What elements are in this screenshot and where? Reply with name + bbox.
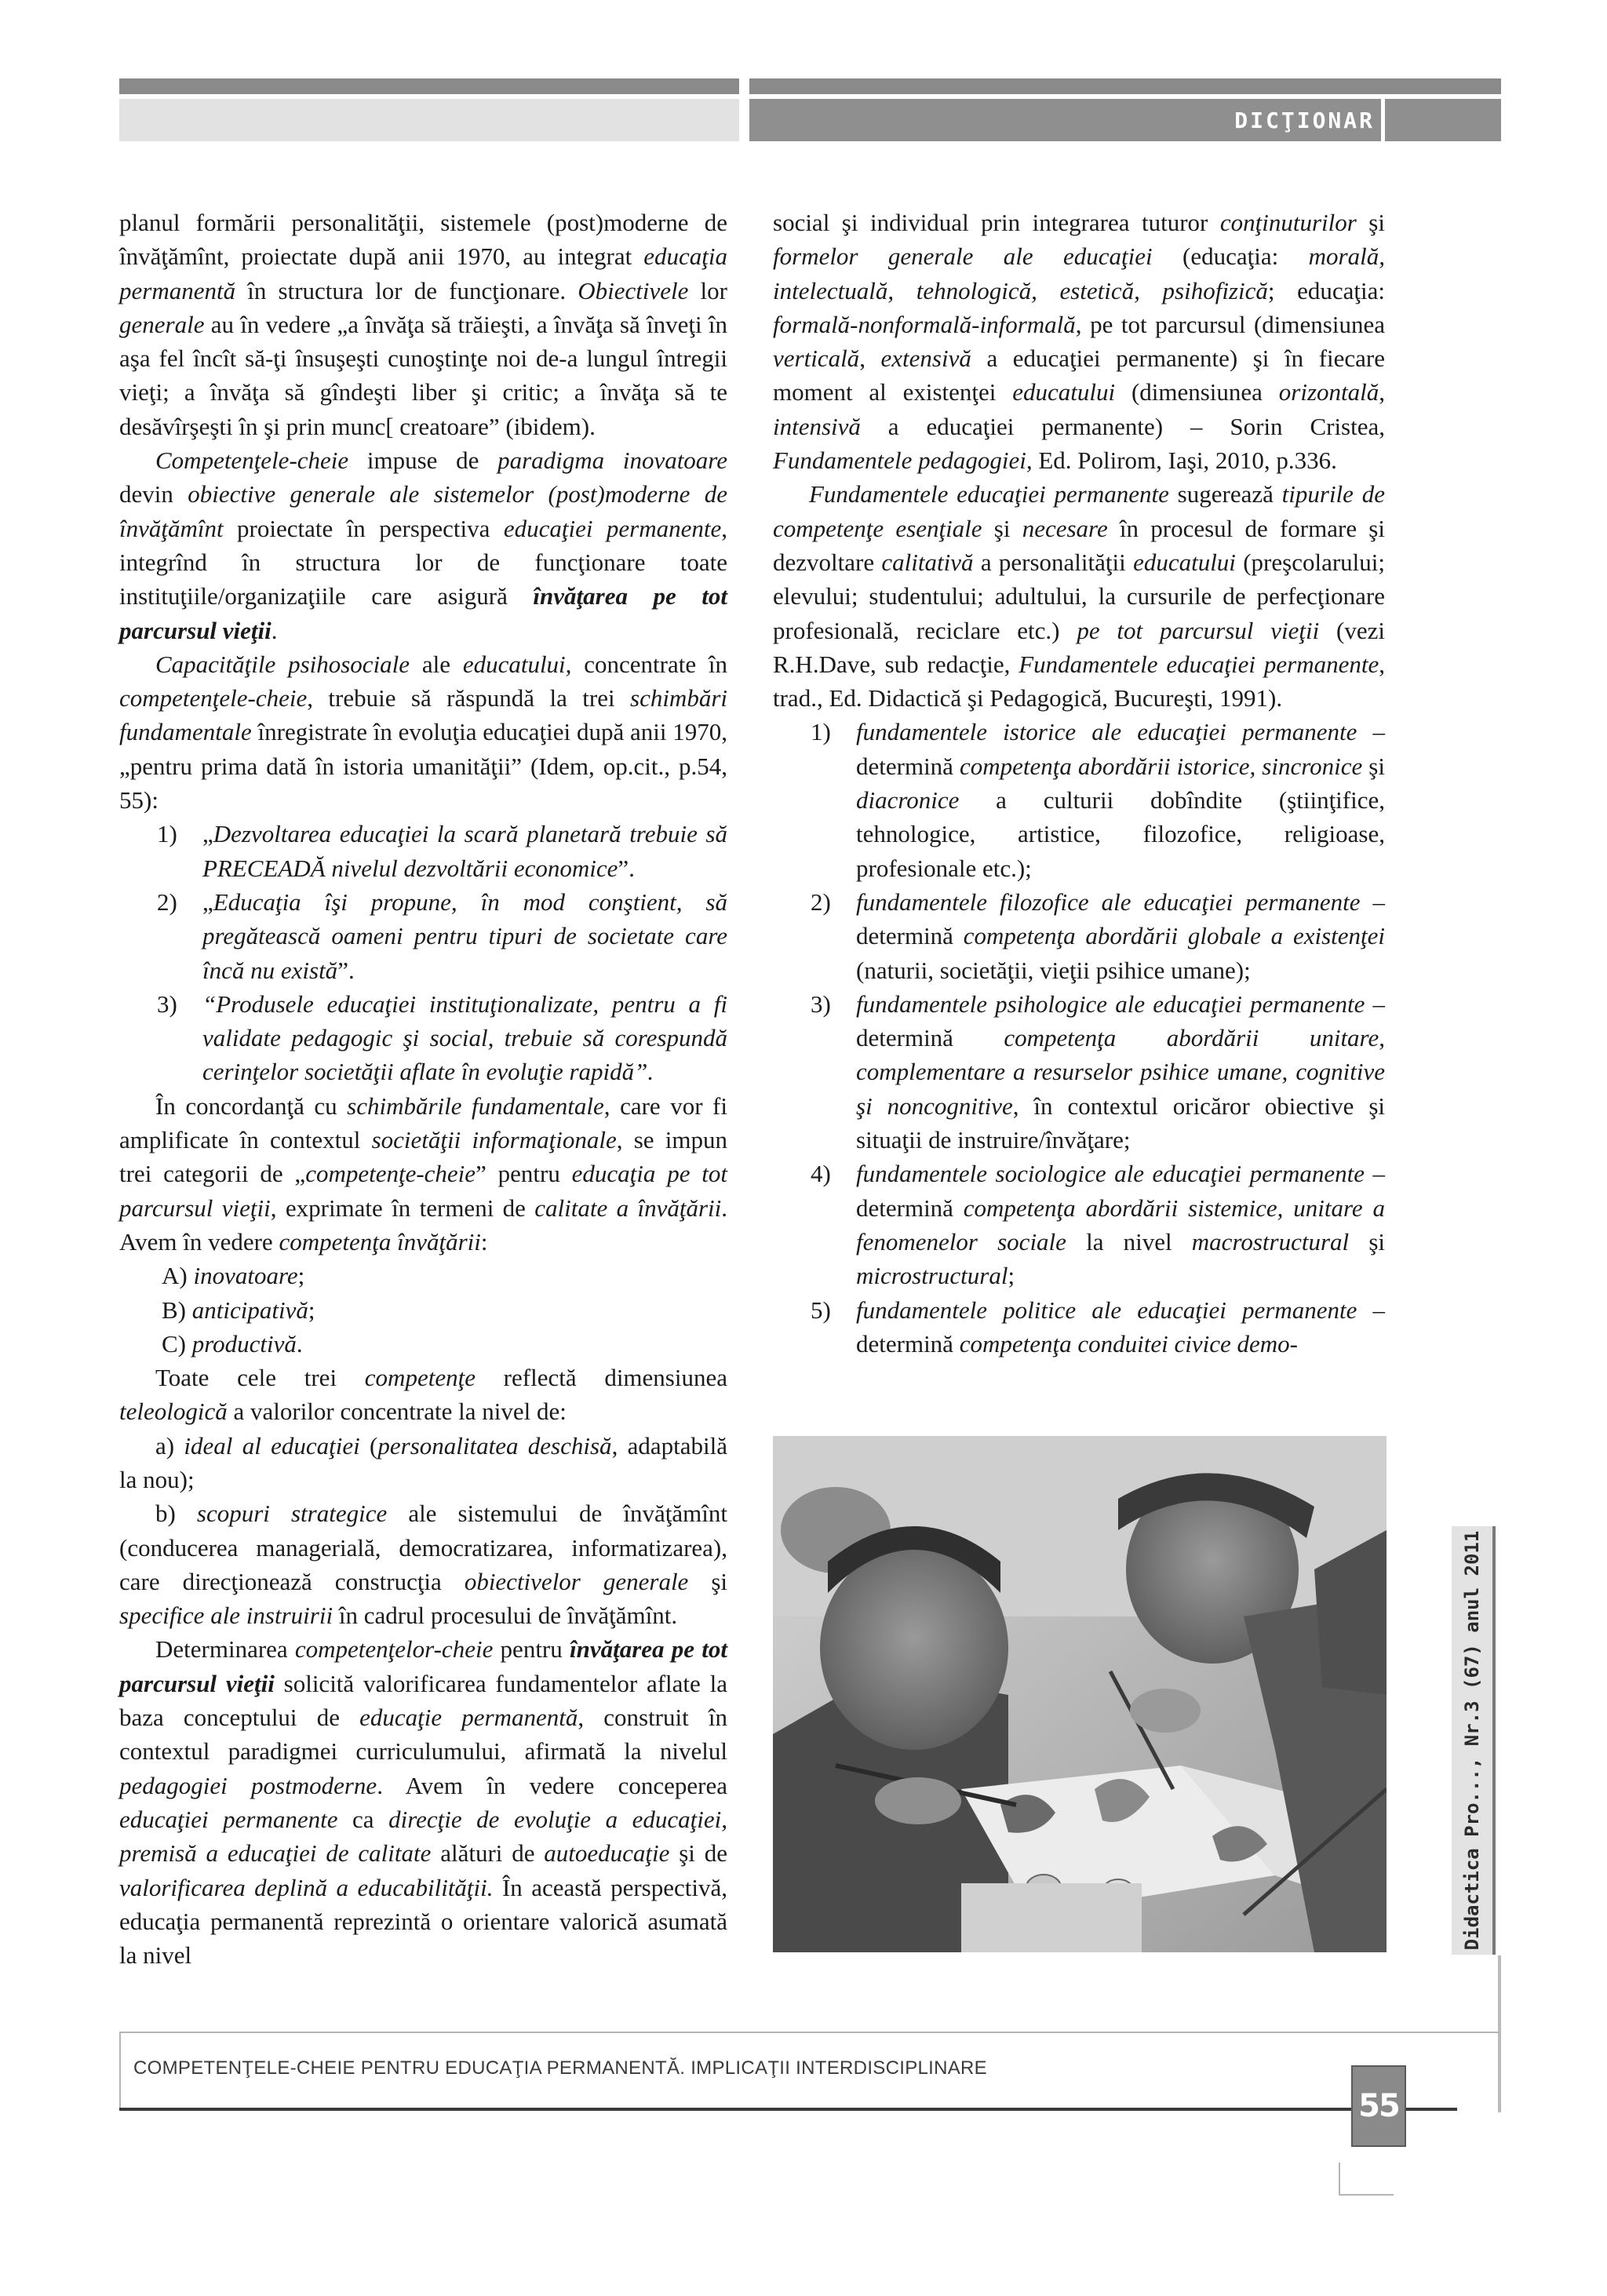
- text-run: fundamentele filozofice ale educaţiei permanente: [856, 887, 1361, 916]
- text-run: direcţie de evoluţie a educaţiei, premisă a educaţiei de calitate: [119, 1805, 727, 1868]
- text-run: competenţa abordării unitare, complementare a resurselor psihice umane, cognitive şi noncognitive: [856, 1024, 1385, 1120]
- header-bar-left: [119, 78, 739, 94]
- text-run: tipurile de competenţe esenţiale: [773, 480, 1385, 542]
- text-run: extensivă: [880, 344, 971, 373]
- list-item: 2) fundamentele filozofice ale educaţiei permanente – determină competenţa abordării globale a existenţei (naturii, societăţii, vieţii psihice umane);: [773, 885, 1385, 987]
- text-run: anticipativă: [191, 1296, 308, 1324]
- text-run: Fundamentele educaţiei permanente: [1018, 650, 1379, 678]
- journal-issue-label: Didactica Pro..., Nr.3 (67) anul 2011: [1461, 1530, 1483, 1951]
- paragraph: Determinarea competenţelor-cheie pentru învăţarea pe tot parcursul vieţii solicită valorificarea fundamentelor aflate la baza conceptului de educaţie permanentă, construit în contextul paradigmei curriculumului, afirmată la nivelul pedagogiei postmoderne. Avem în vedere conceperea educaţiei permanente ca direcţie de evoluţie a educaţiei, premisă a educaţiei de calitate alături de autoeducaţie şi de valorificarea deplină a educabilităţii. În această perspectivă, educaţia permanentă reprezintă o orientare valorică asumată la nivel: [119, 1635, 728, 1970]
- list-number: 5): [811, 1296, 831, 1324]
- text-run: fundamentele psihologice ale educaţiei permanente: [856, 989, 1365, 1018]
- text-run: competenţelor-cheie: [294, 1635, 494, 1664]
- right-column: [773, 206, 1385, 1361]
- text-run: educaţie permanentă: [359, 1704, 578, 1732]
- numbered-list: [119, 817, 727, 1088]
- text-run: necesare: [1022, 514, 1108, 542]
- text-run: competenţa abordării sistemice, unitare a fenomenelor sociale: [856, 1194, 1385, 1256]
- footer-frame-left: [119, 2032, 121, 2110]
- list-item: 1) „Dezvoltarea educaţiei la scară planetară trebuie să PRECEADĂ nivelul dezvoltării economice”.: [119, 817, 727, 885]
- text-run: autoeducaţie: [544, 1839, 670, 1868]
- list-number: 4): [811, 1160, 831, 1188]
- text-run: obiectivelor generale: [464, 1567, 689, 1595]
- list-number: 2): [157, 887, 177, 916]
- text-run: intensivă: [773, 412, 861, 440]
- text-run: pedagogiei postmoderne: [119, 1771, 377, 1799]
- text-run: macrostructural: [1191, 1227, 1350, 1256]
- page-box-line: [1339, 2163, 1340, 2194]
- text-run: specifice ale instruirii: [119, 1602, 333, 1630]
- text-run: fundamentele sociologice ale educaţiei permanente: [856, 1160, 1365, 1188]
- header-band-right: [749, 99, 1501, 141]
- text-run: societăţii informaţionale: [371, 1126, 617, 1154]
- numbered-list: [773, 715, 1385, 1361]
- text-run: Obiectivele: [578, 276, 689, 304]
- paragraph: Fundamentele educaţiei permanente sugerează tipurile de competenţe esenţiale şi necesare în procesul de formare şi dezvoltare calitativă a personalităţii educatului (preşcolarului; elevului; studentului; adultului, la cursurile de perfecţionare profesională, reciclare etc.) pe tot parcursul vieţii (vezi R.H.Dave, sub redacţie, Fundamentele educaţiei permanente, trad., Ed. Didactică şi Pedagogică, Bucureşti, 1991).: [773, 480, 1386, 712]
- header-bar-right: [749, 78, 1501, 94]
- text-run: educaţiei permanente: [503, 514, 722, 542]
- text-run: formală-nonformală-informală: [773, 310, 1076, 338]
- text-run: verticală: [773, 344, 860, 373]
- text-run: competenţa abordării globale a existenţei: [963, 922, 1385, 950]
- list-number: 2): [811, 887, 831, 916]
- text-run: generale: [119, 310, 205, 338]
- text-run: inovatoare: [193, 1262, 298, 1290]
- page-number: 55: [1351, 2065, 1406, 2147]
- text-run: diacronice: [856, 786, 960, 815]
- text-run: teleologică: [119, 1398, 228, 1426]
- text-run: educatului,: [462, 650, 572, 678]
- text-run: obiective generale ale sistemelor (post)moderne de învăţămînt: [119, 480, 727, 542]
- text-run: Capacităţile psihosociale: [155, 650, 410, 678]
- header-band-divider: [1381, 99, 1385, 141]
- running-footer-title: COMPETENŢELE-CHEIE PENTRU EDUCAŢIA PERMANENTĂ. IMPLICAŢII INTERDISCIPLINARE: [133, 2057, 987, 2079]
- paragraph: b) scopuri strategice ale sistemului de învăţămînt (conducerea managerială, democratizarea, informatizarea), care direcţionează construcţia obiectivelor generale şi specifice ale instruirii în cadrul procesului de învăţămînt.: [119, 1500, 727, 1630]
- list-number: 3): [811, 989, 831, 1018]
- text-run: educaţia pe tot parcursul vieţii: [119, 1160, 727, 1222]
- text-run: Competenţele-cheie: [155, 446, 349, 475]
- list-number: 1): [157, 820, 177, 848]
- left-column: [119, 206, 727, 1972]
- text-run: fundamentele istorice ale educaţiei permanente: [856, 718, 1357, 746]
- list-item: B) anticipativă;: [162, 1296, 315, 1324]
- text-run: “Produsele educaţiei instituţionalizate, pentru a fi validate pedagogic şi social, trebuie să corespundă cerinţelor societăţii aflate în evoluţie rapidă”.: [202, 989, 727, 1086]
- text-run: pe tot parcursul vieţii: [1077, 616, 1320, 644]
- text-run: învăţarea pe tot parcursul vieţii: [119, 582, 727, 644]
- text-run: educatului: [1133, 548, 1236, 576]
- text-run: educatului: [1012, 378, 1116, 406]
- paragraph: social şi individual prin integrarea tuturor conţinuturilor şi formelor generale ale educaţiei (educaţia: morală, intelectuală, tehnologică, estetică, psihofizică; educaţia: formală-nonformală-informală, pe tot parcursul (dimensiunea verticală, extensivă a educaţiei permanente) şi în fiecare moment al existenţei educatului (dimensiunea orizontală, intensivă a educaţiei permanente) – Sorin Cristea, Fundamentele pedagogiei, Ed. Polirom, Iaşi, 2010, p.336.: [773, 209, 1385, 475]
- list-number: 3): [157, 989, 177, 1018]
- list-item: [119, 987, 727, 1089]
- list-item: 3) fundamentele psihologice ale educaţiei permanente – determină competenţa abordării unitare, complementare a resurselor psihice umane, cognitive şi noncognitive, în contextul oricăror obiective şi situaţii de instruire/învăţare;: [773, 987, 1385, 1157]
- paragraph: Capacităţile psihosociale ale educatului, concentrate în competenţele-cheie, trebuie să răspundă la trei schimbări fundamentale înregistrate în evoluţia educaţiei după anii 1970, „pentru prima dată în istoria umanităţii” (Idem, op.cit., p.54, 55):: [119, 650, 727, 815]
- text-run: Fundamentele educaţiei permanente: [809, 480, 1169, 508]
- text-run: paradigma inovatoare: [497, 446, 727, 475]
- list-item: 2) „Educaţia îşi propune, în mod conştient, să pregătească oameni pentru tipuri de societate care încă nu există”.: [119, 885, 727, 987]
- text-run: microstructural: [856, 1262, 1008, 1290]
- text-run: competenţa abordării istorice, sincronice: [959, 752, 1363, 780]
- text-run: orizontală: [1278, 378, 1379, 406]
- header-band-left: [119, 99, 739, 141]
- text-run: Educaţia îşi propune, în mod conştient, să pregătească oameni pentru tipuri de societate care încă nu există: [202, 887, 727, 984]
- paragraph: În concordanţă cu schimbările fundamentale, care vor fi amplificate în contextul societăţii informaţionale, se impun trei categorii de „competenţe-cheie” pentru educaţia pe tot parcursul vieţii, exprimate în termeni de calitate a învăţării. Avem în vedere competenţa învăţării:: [119, 1092, 727, 1256]
- paragraph: Toate cele trei competenţe reflectă dimensiunea teleologică a valorilor concentrate la nivel de:: [119, 1364, 727, 1426]
- text-run: Dezvoltarea educaţiei la scară planetară trebuie să PRECEADĂ nivelul dezvoltării economice: [202, 820, 727, 882]
- list-item: C) productivă.: [162, 1329, 303, 1358]
- text-run: ideal al educaţiei: [184, 1431, 360, 1460]
- sidebar-rule: [1498, 1955, 1501, 2112]
- list-item: 5) fundamentele politice ale educaţiei permanente – determină competenţa conduitei civice demo-: [773, 1293, 1385, 1361]
- paragraph: a) ideal al educaţiei (personalitatea deschisă, adaptabilă la nou);: [119, 1431, 727, 1493]
- list-item: 1) fundamentele istorice ale educaţiei permanente – determină competenţa abordării istorice, sincronice şi diacronice a culturii dobîndite (ştiinţifice, tehnologice, artistice, filozofice, religioase, profesionale etc.);: [773, 715, 1385, 884]
- text-run: conţinuturilor: [1219, 209, 1357, 236]
- text-run: scopuri strategice: [196, 1500, 388, 1528]
- page-box-base: [1339, 2194, 1394, 2196]
- text-run: personalitatea deschisă: [377, 1431, 612, 1460]
- footer-rule: [119, 2108, 1457, 2111]
- text-run: competenţa conduitei civice demo-: [959, 1329, 1298, 1358]
- text-run: educaţiei permanente: [119, 1805, 338, 1833]
- text-run: competenţe: [364, 1364, 476, 1392]
- text-run: schimbările fundamentale: [347, 1092, 604, 1120]
- text-run: calitativă: [881, 548, 974, 576]
- section-label: DICŢIONAR: [1234, 108, 1375, 133]
- paragraph: planul formării personalităţii, sistemele (post)moderne de învăţămînt, proiectate după anii 1970, au integrat educaţia permanentă în structura lor de funcţionare. Obiectivele lor generale au în vedere „a învăţa să trăieşti, a învăţa să înveţi în aşa fel încît să-ţi însuşeşti cunoştinţe noi de-a lungul întregii vieţi; a învăţa să gîndeşti liber şi critic; a învăţa să te desăvîrşeşti în şi prin munc[ creatoare” (ibidem).: [119, 209, 727, 440]
- text-run: morală, intelectuală, tehnologică, estetică, psihofizică: [773, 242, 1385, 304]
- list-item: 4) fundamentele sociologice ale educaţiei permanente – determină competenţa abordării sistemice, unitare a fenomenelor sociale la nivel macrostructural şi microstructural;: [773, 1157, 1385, 1292]
- footer-frame: [119, 2032, 1500, 2033]
- text-run: competenţa învăţării: [279, 1227, 481, 1256]
- text-run: formelor generale ale educaţiei: [773, 242, 1153, 271]
- text-run: productivă: [191, 1329, 297, 1358]
- text-run: competenţele-cheie: [119, 684, 308, 712]
- text-run: calitate a învăţării: [534, 1194, 722, 1222]
- text-run: schimbări fundamentale: [119, 684, 727, 746]
- list-number: 1): [811, 718, 831, 746]
- list-item: A) inovatoare;: [162, 1262, 305, 1290]
- paragraph: Competenţele-cheie impuse de paradigma inovatoare devin obiective generale ale sistemelor (post)moderne de învăţămînt proiectate în perspectiva educaţiei permanente, integrînd în structura lor de funcţionare toate instituţiile/organizaţiile care asigură învăţarea pe tot parcursul vieţii.: [119, 446, 727, 644]
- text-run: competenţe-cheie: [305, 1160, 476, 1188]
- text-run: fundamentele politice ale educaţiei permanente: [856, 1296, 1357, 1324]
- text-run: învăţarea pe tot parcursul vieţii: [119, 1635, 727, 1697]
- photo-children-painting: [773, 1436, 1387, 1952]
- text-run: Fundamentele pedagogiei,: [773, 446, 1033, 475]
- text-run: educaţia permanentă: [119, 242, 727, 304]
- text-run: valorificarea deplină a educabilităţii.: [119, 1873, 494, 1901]
